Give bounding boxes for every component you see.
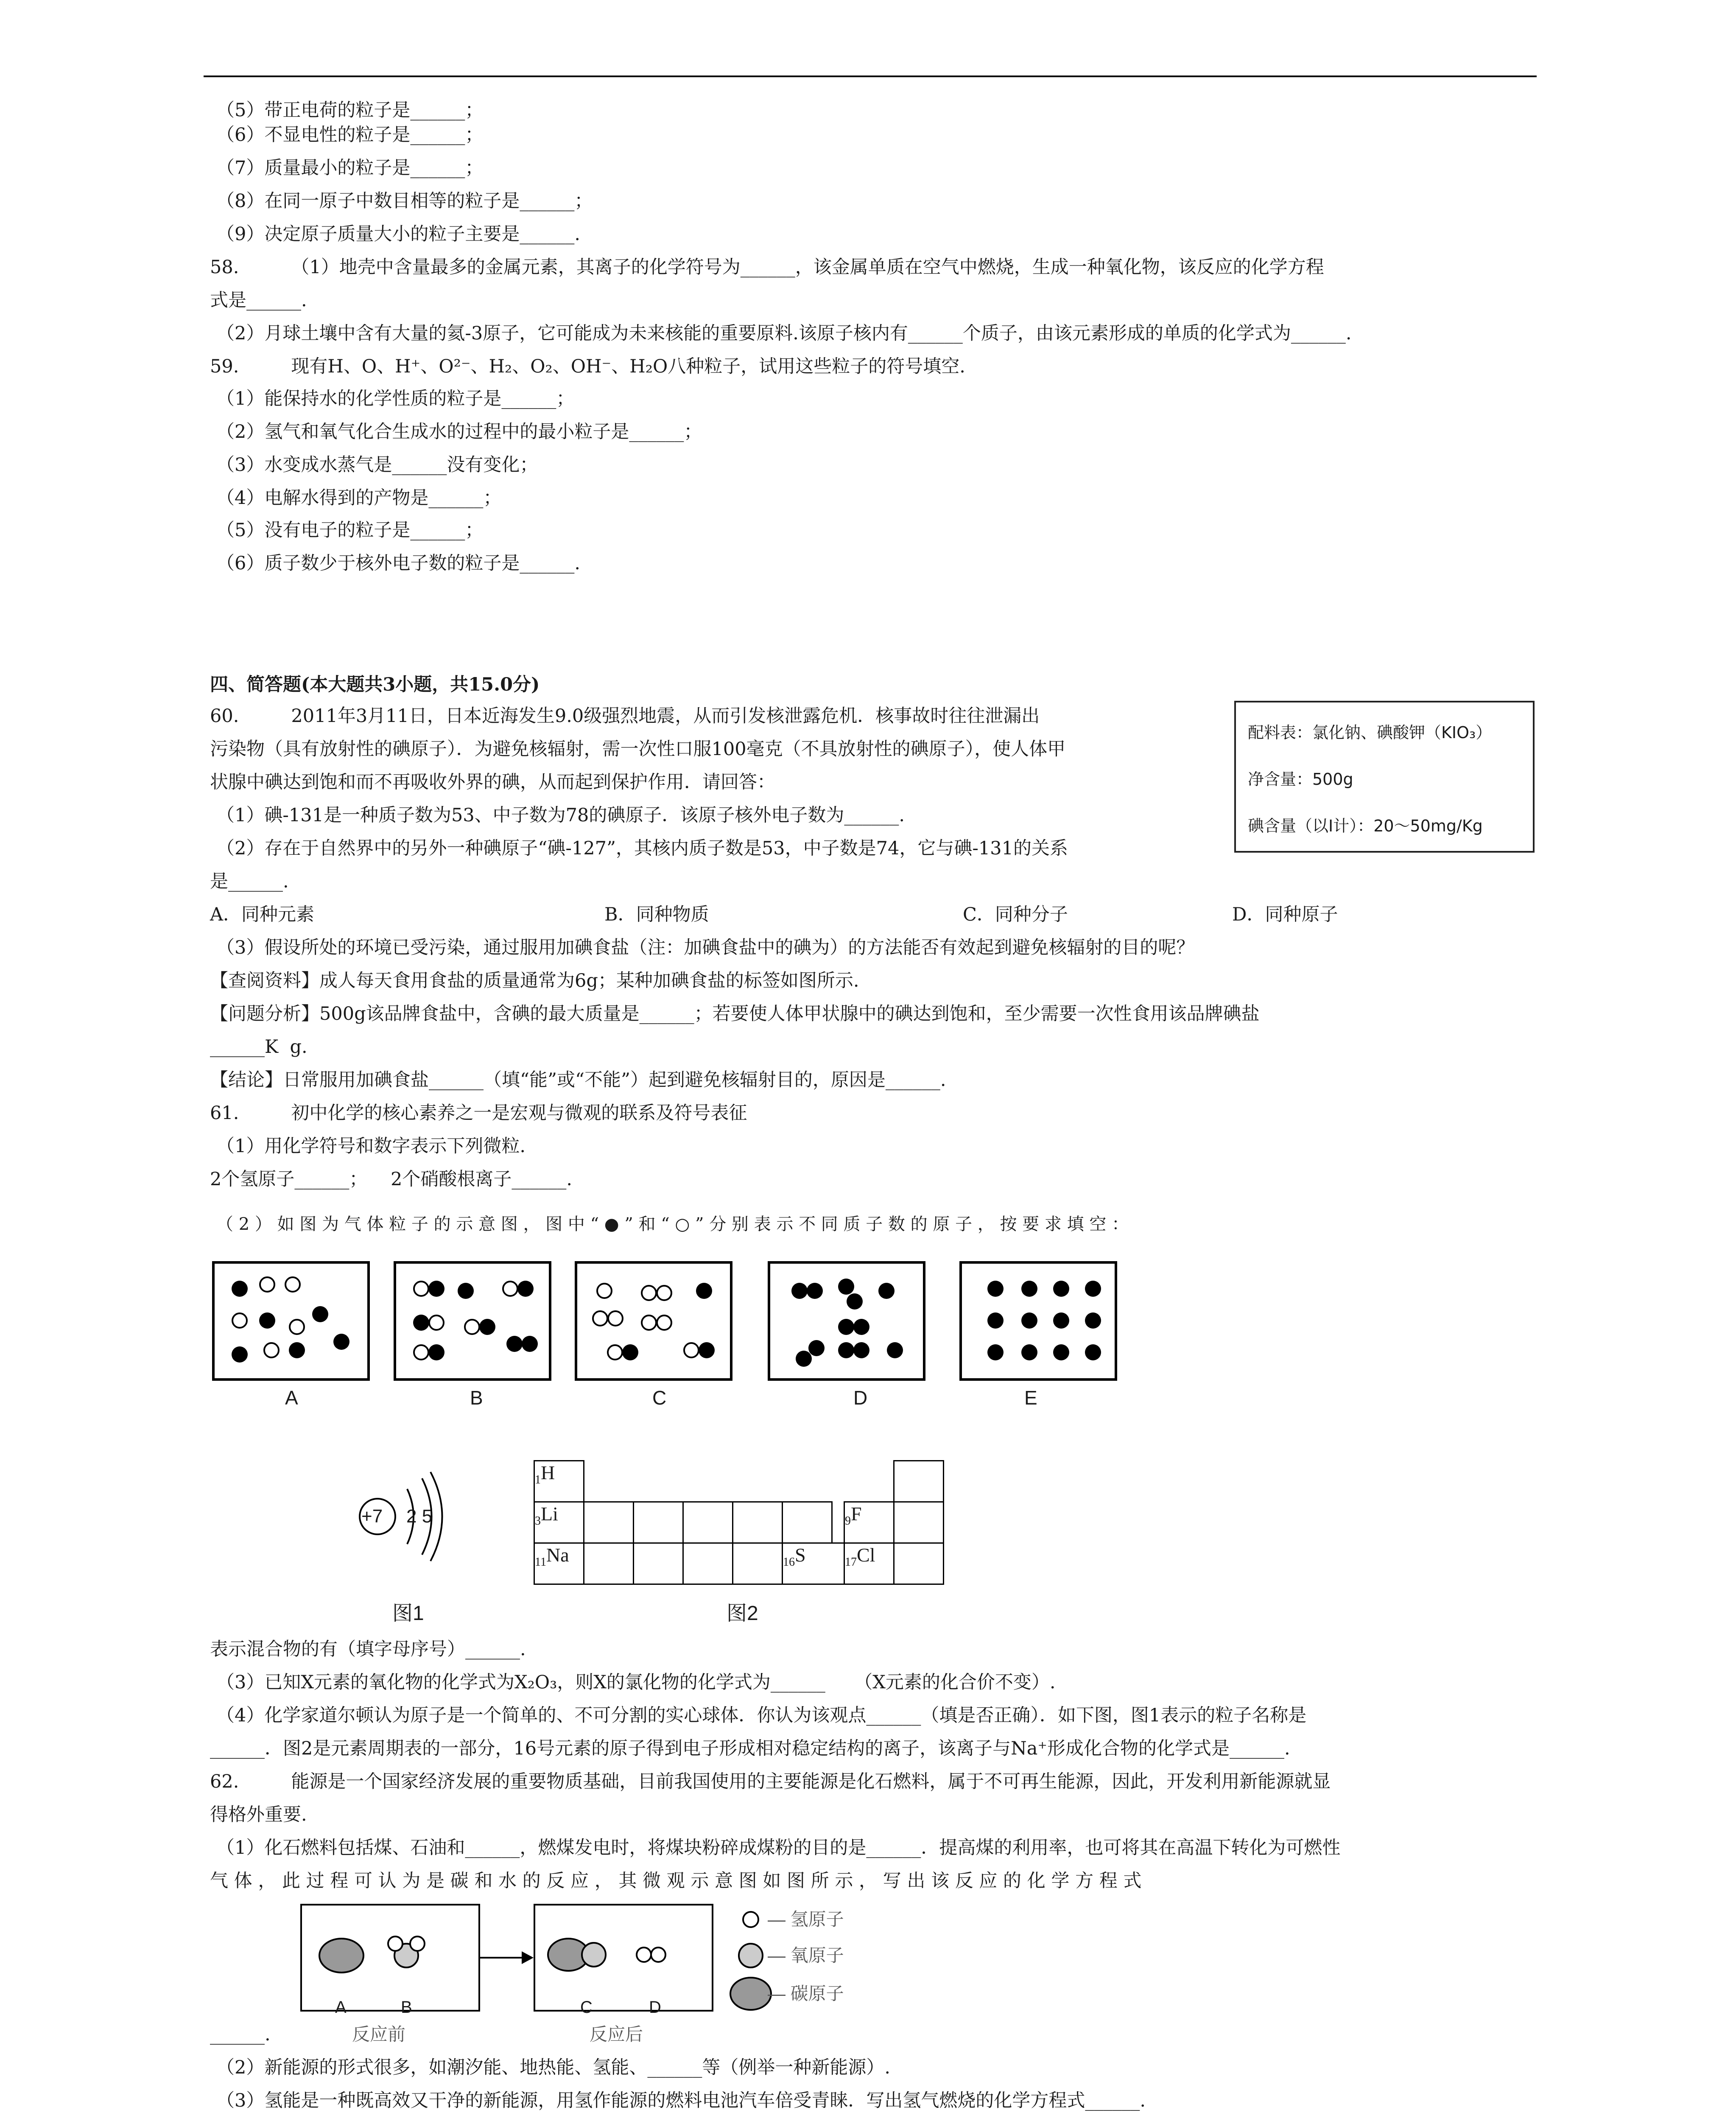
question-line: （6）不显电性的粒子是______； [216,124,484,146]
particle-box-b [394,1261,551,1381]
element-cell-li: $_3$Li [534,1501,584,1544]
question-line: （8）在同一原子中数目相等的粒子是______； [216,190,593,212]
header-rule [204,76,1537,77]
particle-label: B [470,1387,483,1409]
question-line: 污染物（具有放射性的碘原子）．为避免核辐射，需一次性口服100毫克（不具放射性的碘原子），使人体甲 [210,739,1066,760]
option-a: A．同种元素 [210,904,315,925]
question-line: （2）新能源的形式很多，如潮汐能、地热能、氢能、______等（例举一种新能源）. [216,2057,891,2078]
question-line: （5）没有电子的粒子是______； [216,520,484,541]
salt-ingredients: 配料表：氯化钠、碘酸钾（KIO₃） [1248,723,1492,742]
atom-shells: 2 5 [406,1506,433,1527]
question-line: （1）碘-131是一种质子数为53、中子数为78的碘原子．该原子核外电子数为______. [216,805,905,826]
question-line: （ 2 ） 如 图 为 气 体 粒 子 的 示 意 图 ， 图 中 “ ● ” 和 “ ○ ” 分 别 表 示 不 同 质 子 数 的 原 子 ， 按 要 求 填 空 ： [216,1214,1129,1234]
question-line: （7）质量最小的粒子是______； [216,157,484,179]
section-heading: 四、简答题(本大题共3小题，共15.0分) [210,674,540,695]
question-line: 是______. [210,871,289,892]
element-cell-h: $_1$H [534,1460,584,1503]
question-line: （3）水变成水蒸气是______没有变化； [216,454,538,476]
question-line: （6）质子数少于核外电子数的粒子是______. [216,553,581,574]
question-line: （2）氢气和氧气化合生成水的过程中的最小粒子是______； [216,421,702,442]
particle-box-d [768,1261,925,1381]
question-line: （3）已知X元素的氧化物的化学式为X₂O₃，则X的氯化物的化学式为______ （X元素的化合价不变）. [216,1672,1056,1693]
element-cell-empty [893,1460,944,1503]
figure-caption: 图2 [727,1602,758,1625]
question-62: 62. 能源是一个国家经济发展的重要物质基础，目前我国使用的主要能源是化石燃料，属于不可再生能源，因此，开发利用新能源就显 [210,1771,1331,1792]
question-line: （4）电解水得到的产物是______； [216,487,502,509]
question-line: 气 体 ， 此 过 程 可 认 为 是 碳 和 水 的 反 应 ， 其 微 观 示 意 图 如 图 所 示 ， 写 出 该 反 应 的 化 学 方 程 式 [210,1870,1142,1892]
element-cell-cl: $_{17}$Cl [844,1542,895,1585]
legend-hydrogen: — 氢原子 [768,1909,844,1929]
option-b: B．同种物质 [604,904,709,925]
particle-label: E [1024,1387,1037,1409]
question-line: 【问题分析】500g该品牌食盐中，含碘的最大质量是______；若要使人体甲状腺中的碘达到饱和，至少需要一次性食用该品牌碘盐 [210,1003,1260,1024]
option-c: C．同种分子 [963,904,1068,925]
reaction-label-d: D [649,1998,661,2017]
question-61: 61. 初中化学的核心素养之一是宏观与微观的联系及符号表征 [210,1102,747,1124]
element-cell-f: $_9$F [844,1501,895,1544]
question-line: 【结论】日常服用加碘食盐______（填“能”或“不能”）起到避免核辐射目的，原因是______. [210,1069,946,1091]
reaction-label-c: C [580,1998,593,2017]
salt-iodine-content: 碘含量（以I计）：20～50mg/Kg [1248,817,1483,835]
question-line: （1）能保持水的化学性质的粒子是______； [216,388,575,409]
question-59: 59. 现有H、O、H⁺、O²⁻、H₂、O₂、OH⁻、H₂O八种粒子，试用这些粒子的符号填空. [210,356,965,377]
question-line: 状腺中碘达到饱和而不再吸收外界的碘，从而起到保护作用．请回答： [210,772,775,793]
question-line: 得格外重要. [210,1804,307,1825]
option-d: D．同种原子 [1232,904,1338,925]
question-line: 2个氢原子______； 2个硝酸根离子______. [210,1169,573,1190]
question-line: （1）用化学符号和数字表示下列微粒. [216,1136,526,1157]
question-58: 58. （1）地壳中含量最多的金属元素，其离子的化学符号为______，该金属单质在空气中燃烧，生成一种氧化物，该反应的化学方程 [210,257,1324,278]
legend-carbon: — 碳原子 [768,1984,844,2003]
legend-oxygen: — 氧原子 [768,1945,844,1965]
reaction-label-a: A [335,1998,347,2017]
question-line: 式是______. [210,290,307,311]
question-line: （3）假设所处的环境已受污染，通过服用加碘食盐（注：加碘食盐中的碘为）的方法能否有效起到避免核辐射的目的呢？ [216,937,1195,958]
question-line: ______．图2是元素周期表的一部分，16号元素的原子得到电子形成相对稳定结构的离子，该离子与Na⁺形成化合物的化学式是______. [210,1738,1290,1759]
question-line: （3）氢能是一种既高效又干净的新能源，用氢作能源的燃料电池汽车倍受青睐．写出氢气燃烧的化学方程式______. [216,2090,1146,2111]
question-line: （1）化石燃料包括煤、石油和______，燃煤发电时，将煤块粉碎成煤粉的目的是______．提高煤的利用率，也可将其在高温下转化为可燃性 [216,1837,1341,1858]
question-line: （9）决定原子质量大小的粒子主要是______. [216,224,581,245]
reaction-before-caption: 反应前 [352,2024,406,2044]
question-line: （4）化学家道尔顿认为原子是一个简单的、不可分割的实心球体．你认为该观点______（填是否正确）．如下图，图1表示的粒子名称是 [216,1705,1307,1726]
element-cell-na: $_{11}$Na [534,1542,584,1585]
reaction-label-b: B [401,1998,412,2017]
salt-net-weight: 净含量：500g [1248,770,1353,789]
particle-box-e [959,1261,1117,1381]
question-line: ______. [210,2024,271,2045]
particle-label: C [652,1387,667,1409]
particle-box-c [575,1261,732,1381]
reaction-after-caption: 反应后 [590,2024,643,2044]
particle-label: A [285,1387,298,1409]
question-60: 60. 2011年3月11日，日本近海发生9.0级强烈地震，从而引发核泄露危机．核事故时往往泄漏出 [210,705,1040,727]
question-line: 表示混合物的有（填字母序号）______. [210,1639,526,1660]
question-line: 【查阅资料】成人每天食用食盐的质量通常为6g；某种加碘食盐的标签如图所示. [210,970,859,991]
question-line: （2）月球土壤中含有大量的氦-3原子，它可能成为未来核能的重要原料.该原子核内有______个质子，由该元素形成的单质的化学式为______. [216,323,1352,344]
element-cell-s: $_{16}$S [782,1542,845,1585]
question-line: （5）带正电荷的粒子是______； [216,100,484,121]
particle-label: D [853,1387,868,1409]
figure-caption: 图1 [392,1602,424,1625]
question-line: ______K g. [210,1036,308,1058]
particle-box-a [212,1261,370,1381]
atom-nucleus: +7 [361,1506,383,1527]
question-line: （2）存在于自然界中的另外一种碘原子“碘-127”，其核内质子数是53，中子数是74，它与碘-131的关系 [216,838,1068,859]
salt-label-box [1234,701,1535,853]
